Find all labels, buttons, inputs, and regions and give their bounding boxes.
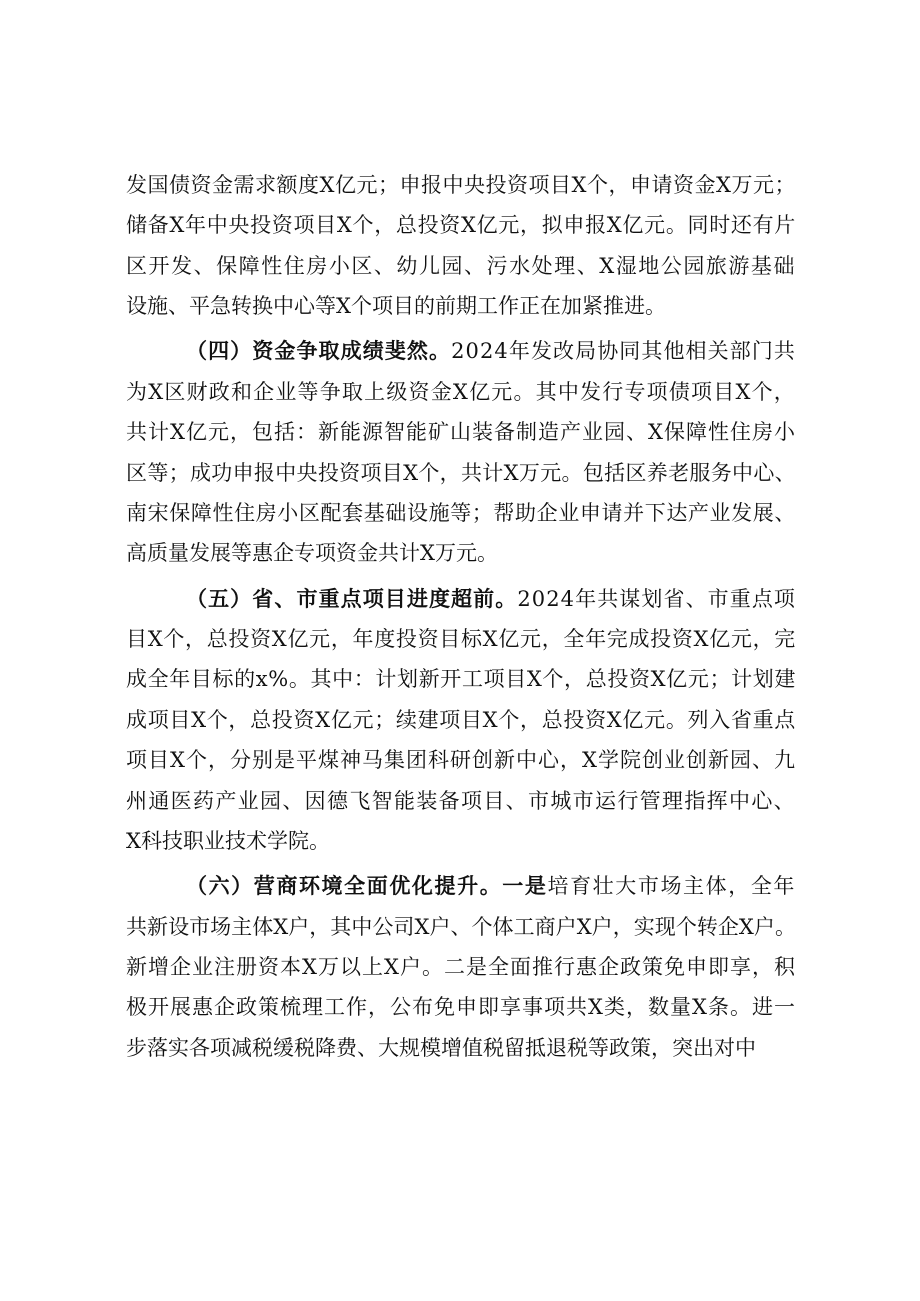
body-text: 项目X个，分别是平煤神马集团科研创新中心，X学院创业创新园、九 [126,748,796,773]
body-text: 发国债资金需求额度X亿元；申报中央投资项目X个，申请资金X万元； [126,173,796,197]
body-text: 州通医药产业园、因德飞智能装备项目、市城市运行管理指挥中心、 [126,788,796,813]
text-line [0,700,920,740]
text-line [0,246,920,286]
bold-heading-text: （五）省、市重点项目进度超前。 [186,585,518,611]
body-text: 成项目X个，总投资X亿元；续建项目X个，总投资X亿元。列入省重点 [126,707,796,732]
text-line [0,907,920,947]
text-line [0,821,920,861]
text-line [0,533,920,573]
body-text: X科技职业技术学院。 [126,829,330,853]
bold-heading-text: （四）资金争取成绩斐然。 [186,338,452,364]
text-line [0,331,920,371]
body-text: 目X个，总投资X亿元，年度投资目标X亿元，全年完成投资X亿元，完 [126,627,796,651]
body-text: 培育壮大市场主体，全年 [547,874,797,899]
text-line [0,372,920,412]
text-line [0,947,920,987]
body-text: 2024年共谋划省、市重点项 [517,586,797,611]
body-text: 新增企业注册资本X万以上X户。二是全面推行惠企政策免申即享，积 [126,955,796,979]
body-text: 共计X亿元，包括：新能源智能矿山装备制造产业园、X保障性住房小 [126,420,796,445]
text-line [0,740,920,780]
body-text: 区等；成功申报中央投资项目X个，共计X万元。包括区养老服务中心、 [126,460,796,485]
text-line [0,1028,920,1068]
body-text: 步落实各项减税缓税降费、大规模增值税留抵退税等政策，突出对中 [126,1035,756,1060]
text-line [0,659,920,699]
text-line [0,781,920,821]
body-text: 南宋保障性住房小区配套基础设施等；帮助企业申请并下达产业发展、 [126,501,796,525]
body-text: 高质量发展等惠企专项资金共计X万元。 [126,541,498,566]
body-text: 成全年目标的x%。其中：计划新开工项目X个，总投资X亿元；计划建 [126,667,796,692]
body-text: 设施、平急转换中心等X个项目的前期工作正在加紧推进。 [126,294,666,319]
text-line [0,412,920,452]
text-line [0,453,920,493]
text-line [0,286,920,326]
text-line [0,493,920,533]
text-line [0,165,920,205]
body-text: 共新设市场主体X户，其中公司X户、个体工商户X户，实现个转企X户。 [126,914,796,939]
body-text: 为X区财政和企业等争取上级资金X亿元。其中发行专项债项目X个， [126,379,796,404]
text-line [0,619,920,659]
text-line [0,205,920,245]
body-text: 2024年发改局协同其他相关部门共 [451,339,797,364]
text-line [0,579,920,619]
bold-heading-text: （六）营商环境全面优化提升。一是 [186,873,548,899]
body-text: 区开发、保障性住房小区、幼儿园、污水处理、X湿地公园旅游基础 [126,253,796,278]
text-line [0,866,920,906]
body-text: 极开展惠企政策梳理工作，公布免申即享事项共X类，数量X条。进一 [126,995,796,1020]
body-text: 储备X年中央投资项目X个，总投资X亿元，拟申报X亿元。同时还有片 [126,213,796,238]
text-line [0,987,920,1027]
